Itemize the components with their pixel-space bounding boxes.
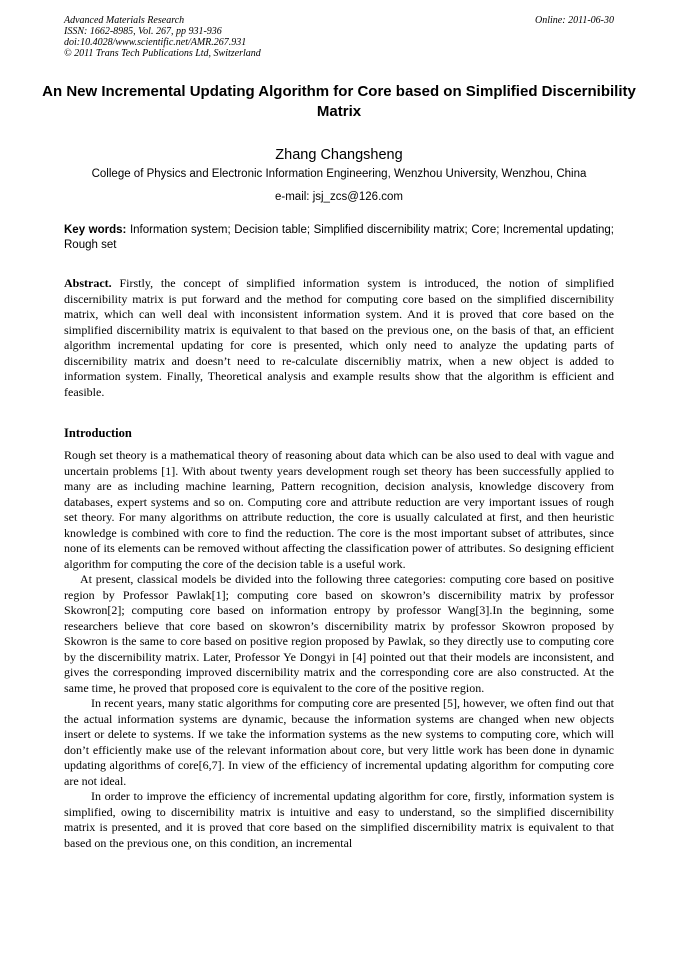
abstract: [64, 276, 614, 400]
keywords-text: Information system; Decision table; Simplified discernibility matrix; Core; Incremental updating; Rough set: [64, 224, 614, 251]
doi-line: doi:10.4028/www.scientific.net/AMR.267.931: [64, 37, 247, 48]
journal-name: Advanced Materials Research: [64, 15, 185, 26]
journal-header: [64, 15, 261, 59]
keywords-label: Key words:: [64, 224, 127, 236]
paragraph: Rough set theory is a mathematical theory of reasoning about data which can be also used to deal with vague and uncertain problems [1]. With about twenty years development rough set theory has been successfully applied to many are as including machine learning, Pattern recognition, decision analysis, knowledge discovery from databases, expert systems and so on. Computing core and attribute reduction are very important issues of rough set theory. For many algorithms on attribute reduction, the core is usually calculated at first, and then heuristic knowledge is combined with core to find the reduction. The core is the most important subset of attributes, since none of its elements can be removed without affecting the classification power of attributes. So designing efficient algorithm for computing the core of the decision table is a useful work.: [64, 448, 614, 571]
paper-title: An New Incremental Updating Algorithm for Core based on Simplified Discernibility Matrix: [42, 83, 636, 120]
abstract-text: Firstly, the concept of simplified information system is introduced, the notion of simplified discernibility matrix is put forward and the method for computing core based on the simplified discernibility matrix, which can well deal with inconsistent information system. And it is proved that core based on the simplified discernibility matrix is equivalent to that based on the previous one, on the basis of that, an efficient algorithm incremental updating for core is presented, which only need to analyze the updating parts of discernibility matrix and doesn’t need to re-calculate discernibliy matrix, when a new object is added to information system. Finally, Theoretical analysis and example results show that the algorithm is efficient and feasible.: [64, 276, 614, 399]
paragraph: At present, classical models be divided into the following three categories: computing core based on positive region by Professor Pawlak[1]; computing core based on skowron’s discernibility matrix by professor Skowron[2]; computing core based on information entropy by professor Wang[3].In the beginning, some researchers believe that core based on skowron’s discernibility matrix by professor Skowron proposed by Skowron is the same to core based on positive region proposed by Pawlak, so they directly use to computing core by the discernibility matrix. Later, Professor Ye Dongyi in [4] pointed out that their models are inconsistent, and gives the corresponding improved discernibility matrix and the corresponding core are also constructed. At the same time, he proved that proposed core is equivalent to the core of the positive region.: [64, 572, 614, 695]
author-name: Zhang Changsheng: [275, 147, 403, 163]
section-heading-introduction: Introduction: [64, 426, 132, 440]
abstract-label: Abstract.: [64, 276, 112, 290]
introduction-body: [64, 448, 614, 851]
author-email: e-mail: jsj_zcs@126.com: [275, 191, 403, 203]
keywords: [64, 223, 614, 253]
paragraph: In recent years, many static algorithms for computing core are presented [5], however, we often find out that the actual information systems are dynamic, because the information systems are changed when new objects insert or delete to systems. If we take the information systems as the new systems to computing core, which will don’t efficiently make use of the relevant information about core, but very little work has been done in dynamic updating algorithms of core[6,7]. In view of the efficiency of incremental updating algorithm for computing core are not ideal.: [64, 696, 614, 788]
issn-line: ISSN: 1662-8985, Vol. 267, pp 931-936: [64, 26, 222, 37]
copyright-line: © 2011 Trans Tech Publications Ltd, Switzerland: [64, 48, 261, 59]
online-date: Online: 2011-06-30: [535, 15, 614, 26]
author-affiliation: College of Physics and Electronic Information Engineering, Wenzhou University, Wenzhou, China: [91, 168, 587, 180]
paragraph: In order to improve the efficiency of incremental updating algorithm for core, firstly, information system is simplified, owing to discernibility matrix is intuitive and easy to understand, so the simplified discernibility matrix is presented, and it is proved that core based on the simplified discernibility matrix is equivalent to that based on the previous one, on this condition, an incremental: [64, 789, 614, 850]
